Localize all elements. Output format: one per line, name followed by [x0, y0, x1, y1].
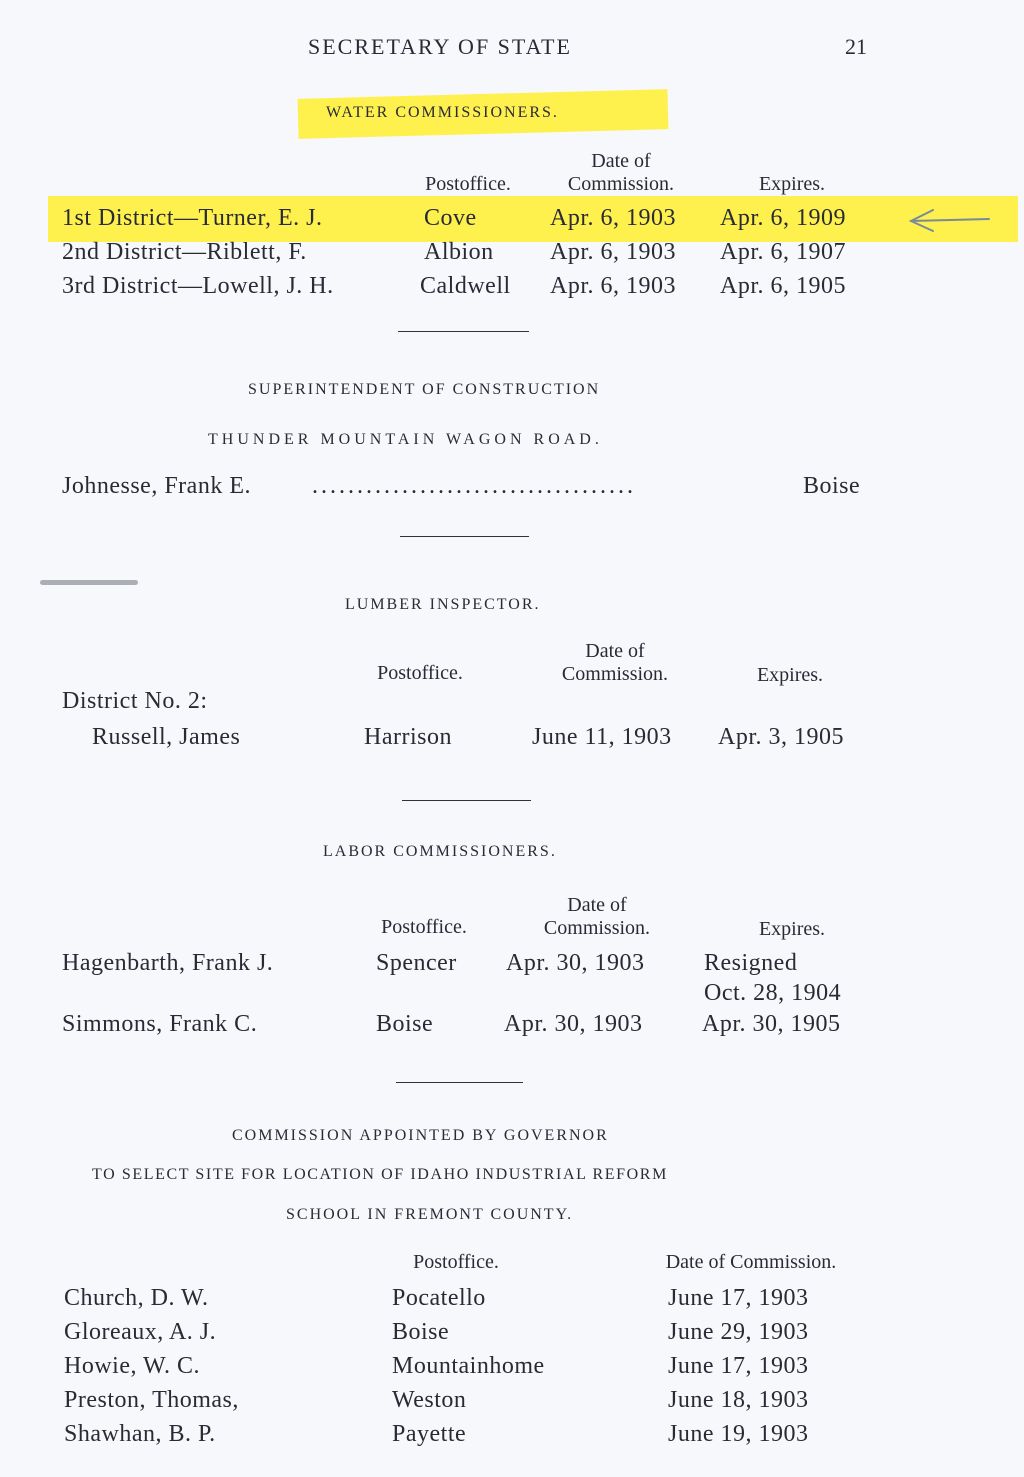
water-row-expires: Apr. 6, 1909 — [720, 205, 846, 231]
water-row-postoffice: Albion — [424, 239, 494, 265]
commission-row-date: June 29, 1903 — [668, 1319, 809, 1345]
water-col-postoffice: Postoffice. — [425, 173, 511, 195]
labor-row-name: Simmons, Frank C. — [62, 1011, 258, 1037]
water-col-expires: Expires. — [758, 173, 826, 195]
page-number: 21 — [845, 34, 867, 59]
labor-commissioners-heading: LABOR COMMISSIONERS. — [323, 843, 557, 860]
lumber-district: District No. 2: — [62, 688, 208, 714]
lumber-row-date: June 11, 1903 — [532, 724, 672, 750]
lumber-col-commission: Commission. — [561, 663, 669, 685]
water-row-date: Apr. 6, 1903 — [550, 273, 676, 299]
commission-subheading: TO SELECT SITE FOR LOCATION OF IDAHO INDUSTRIAL REFORM — [92, 1166, 668, 1183]
commission-row-name: Shawhan, B. P. — [64, 1421, 216, 1447]
ink-smudge — [40, 580, 138, 585]
arrow-annotation — [905, 206, 990, 234]
running-header-title: SECRETARY OF STATE — [308, 34, 572, 59]
commission-row-date: June 18, 1903 — [668, 1387, 809, 1413]
commission-col-postoffice: Postoffice. — [413, 1251, 499, 1273]
water-row-postoffice: Cove — [424, 205, 477, 231]
labor-row-expires-date: Oct. 28, 1904 — [704, 980, 842, 1006]
lumber-col-postoffice: Postoffice. — [377, 662, 463, 684]
dot-leader: .................................... — [312, 473, 636, 499]
labor-row-expires: Apr. 30, 1905 — [702, 1011, 841, 1037]
section-divider — [396, 1082, 523, 1083]
water-row-expires: Apr. 6, 1905 — [720, 273, 846, 299]
lumber-col-expires: Expires. — [756, 664, 824, 686]
labor-col-date-of: Date of — [567, 894, 627, 916]
commission-row-postoffice: Weston — [392, 1387, 467, 1413]
lumber-row-postoffice: Harrison — [364, 724, 452, 750]
labor-row-date: Apr. 30, 1903 — [506, 950, 645, 976]
water-row-name: 3rd District—Lowell, J. H. — [62, 273, 334, 299]
labor-col-expires: Expires. — [758, 918, 826, 940]
water-row-date: Apr. 6, 1903 — [550, 205, 676, 231]
commission-row-name: Church, D. W. — [64, 1285, 209, 1311]
labor-row-expires: Resigned — [704, 950, 798, 976]
section-divider — [402, 800, 531, 801]
commission-row-name: Preston, Thomas, — [64, 1387, 239, 1413]
commission-subheading-2: SCHOOL IN FREMONT COUNTY. — [286, 1206, 574, 1223]
section-divider — [398, 331, 529, 332]
commission-row-date: June 17, 1903 — [668, 1285, 809, 1311]
labor-row-postoffice: Spencer — [376, 950, 457, 976]
commission-row-date: June 17, 1903 — [668, 1353, 809, 1379]
section-divider — [400, 536, 529, 537]
lumber-row-expires: Apr. 3, 1905 — [718, 724, 844, 750]
commission-row-postoffice: Boise — [392, 1319, 450, 1345]
labor-row-date: Apr. 30, 1903 — [504, 1011, 643, 1037]
water-commissioners-heading: WATER COMMISSIONERS. — [326, 104, 559, 121]
water-row-name: 1st District—Turner, E. J. — [62, 205, 323, 231]
commission-col-date: Date of Commission. — [665, 1251, 837, 1273]
water-row-expires: Apr. 6, 1907 — [720, 239, 846, 265]
water-row-date: Apr. 6, 1903 — [550, 239, 676, 265]
lumber-row-name: Russell, James — [92, 724, 241, 750]
water-row-name: 2nd District—Riblett, F. — [62, 239, 307, 265]
commission-row-postoffice: Mountainhome — [392, 1353, 545, 1379]
wagon-road-heading: THUNDER MOUNTAIN WAGON ROAD. — [208, 431, 603, 448]
lumber-col-date-of: Date of — [585, 640, 645, 662]
commission-row-postoffice: Pocatello — [392, 1285, 486, 1311]
commission-row-date: June 19, 1903 — [668, 1421, 809, 1447]
labor-col-commission: Commission. — [543, 917, 651, 939]
water-col-commission: Commission. — [567, 173, 675, 195]
superintendent-heading: SUPERINTENDENT OF CONSTRUCTION — [248, 381, 601, 398]
labor-col-postoffice: Postoffice. — [381, 916, 467, 938]
commission-row-name: Gloreaux, A. J. — [64, 1319, 217, 1345]
commission-heading: COMMISSION APPOINTED BY GOVERNOR — [232, 1127, 609, 1144]
commission-row-postoffice: Payette — [392, 1421, 467, 1447]
commission-row-name: Howie, W. C. — [64, 1353, 201, 1379]
water-row-postoffice: Caldwell — [420, 273, 511, 299]
water-col-date-of: Date of — [591, 150, 651, 172]
labor-row-name: Hagenbarth, Frank J. — [62, 950, 274, 976]
superintendent-postoffice: Boise — [803, 473, 861, 499]
labor-row-postoffice: Boise — [376, 1011, 434, 1037]
lumber-inspector-heading: LUMBER INSPECTOR. — [345, 596, 541, 613]
superintendent-name: Johnesse, Frank E. — [62, 473, 251, 499]
